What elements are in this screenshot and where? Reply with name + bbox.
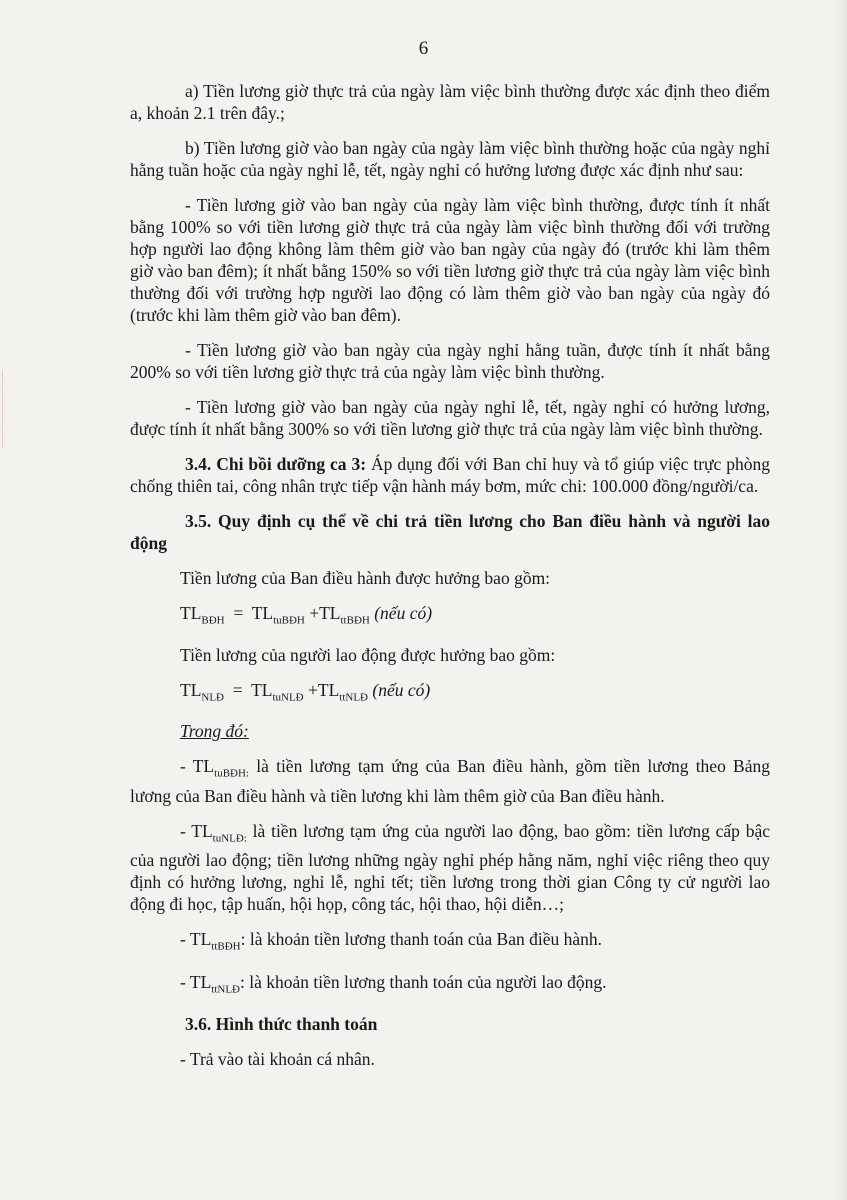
- bullet-holiday: - Tiền lương giờ vào ban ngày của ngày nghỉ lễ, tết, ngày nghỉ có hưởng lương, được tính ít nhất bằng 300% so với tiền lương giờ thực trả của ngày làm việc bình thường.: [130, 397, 770, 439]
- formula-bdh-term2: TL: [319, 603, 341, 623]
- section-3-4-title: 3.4. Chi bồi dưỡng ca 3:: [185, 454, 367, 474]
- formula-bdh-lhs: TL: [180, 603, 202, 623]
- formula-bdh: $TL_{BĐH} = TL_{tuBĐH} +TL_{ttBĐH}$ (nếu có): [180, 603, 433, 627]
- formula-bdh-term1-sub: tuBĐH: [273, 614, 305, 627]
- formula-nld-term1: TL: [251, 679, 273, 700]
- formula-nld-note: (nếu có): [372, 679, 431, 700]
- formula-bdh-lhs-sub: BĐH: [201, 614, 225, 627]
- formula-nld-term2-sub: ttNLĐ: [339, 691, 368, 703]
- formula-bdh-term1: TL: [251, 603, 274, 623]
- intro-bdh: Tiền lương của Ban điều hành được hưởng bao gồm:: [180, 568, 551, 588]
- formula-bdh-term2-sub: ttBĐH: [340, 614, 370, 627]
- def-2-symbol: - TL: [180, 820, 213, 841]
- bullet-weekly-rest: - Tiền lương giờ vào ban ngày của ngày nghỉ hằng tuần, được tính ít nhất bằng 200% so với tiền lương giờ thực trả của ngày làm việc bình thường.: [130, 340, 770, 382]
- formula-nld-lhs: TL: [180, 679, 202, 700]
- formula-nld-term1-sub: tuNLĐ: [272, 691, 304, 703]
- def-1-symbol: - TL: [180, 756, 215, 776]
- section-3-4: [130, 453, 770, 497]
- section-3-5-title: 3.5. Quy định cụ thể về chi trả tiền lương cho Ban điều hành và người lao động: [130, 511, 770, 553]
- paragraph-b: b) Tiền lương giờ vào ban ngày của ngày làm việc bình thường hoặc của ngày nghỉ hằng tuần hoặc của ngày nghỉ lễ, tết, ngày nghỉ có hưởng lương được xác định như sau:: [130, 138, 770, 180]
- formula-nld: $TL_{NLĐ} = TL_{tuNLĐ} +TL_{ttNLĐ}$ (nếu có): [180, 679, 431, 703]
- section-3-6-title: 3.6. Hình thức thanh toán: [185, 1014, 378, 1034]
- stamp-bleed-mark: │ │ │ │ │ │ │ │: [0, 370, 5, 449]
- page-number: 6: [418, 38, 429, 59]
- page-edge-shadow: [833, 0, 847, 1200]
- definition-tu-nld: [130, 820, 770, 916]
- def-1-text: là tiền lương tạm ứng của Ban điều hành, gồm tiền lương theo Bảng lương của Ban điều hành và tiền lương khi làm thêm giờ của Ban điều hành.: [130, 756, 770, 806]
- formula-nld-lhs-sub: NLĐ: [201, 691, 224, 703]
- def-4-sub: ttNLĐ: [211, 983, 241, 995]
- definition-tt-bdh: [130, 928, 770, 958]
- def-2-sub: tuNLĐ:: [212, 832, 247, 844]
- formula-nld-term2: TL: [317, 679, 340, 700]
- document-body: [130, 80, 770, 1083]
- def-3-text: : là khoản tiền lương thanh toán của Ban điều hành.: [240, 929, 602, 949]
- def-3-sub: ttBĐH: [211, 940, 241, 953]
- bullet-weekday: - Tiền lương giờ vào ban ngày của ngày làm việc bình thường, được tính ít nhất bằng 100% so với tiền lương giờ thực trả của ngày làm việc bình thường đối với trường hợp người lao động không làm thêm giờ vào ban ngày của ngày đó (trước khi làm thêm giờ vào ban đêm); ít nhất bằng 150% so với tiền lương giờ thực trả của ngày làm việc bình thường đối với trường hợp người lao động có làm thêm giờ vào ban ngày của ngày đó (trước khi làm thêm giờ vào ban đêm).: [130, 195, 770, 325]
- definition-tt-nld: [130, 971, 770, 1001]
- def-4-text: : là khoản tiền lương thanh toán của người lao động.: [240, 971, 607, 992]
- def-1-sub: tuBĐH:: [214, 767, 249, 780]
- paragraph-a: a) Tiền lương giờ thực trả của ngày làm việc bình thường được xác định theo điểm a, khoản 2.1 trên đây.;: [130, 81, 770, 123]
- def-4-symbol: - TL: [180, 971, 212, 992]
- section-3-4-text: Áp dụng đối với Ban chỉ huy và tổ giúp việc trực phòng chống thiên tai, công nhân trực tiếp vận hành máy bơm, mức chi: 100.000 đồng/người/ca.: [130, 454, 770, 496]
- formula-bdh-note: (nếu có): [374, 603, 433, 623]
- trong-do-label: Trong đó:: [180, 721, 249, 741]
- def-3-symbol: - TL: [180, 929, 212, 949]
- definition-tu-bdh: [130, 755, 770, 807]
- def-2-text: là tiền lương tạm ứng của người lao động, bao gồm: tiền lương cấp bậc của người lao động; tiền lương những ngày nghỉ phép hằng năm, nghỉ việc riêng theo quy định có hưởng lương, nghỉ lễ, nghỉ tết; tiền lương trong thời gian Công ty cử người lao động đi học, tập huấn, hội họp, công tác, hội thao, hội diễn…;: [130, 820, 770, 914]
- section-3-6-bullet: - Trả vào tài khoản cá nhân.: [180, 1049, 375, 1069]
- intro-nld: Tiền lương của người lao động được hưởng bao gồm:: [180, 644, 556, 665]
